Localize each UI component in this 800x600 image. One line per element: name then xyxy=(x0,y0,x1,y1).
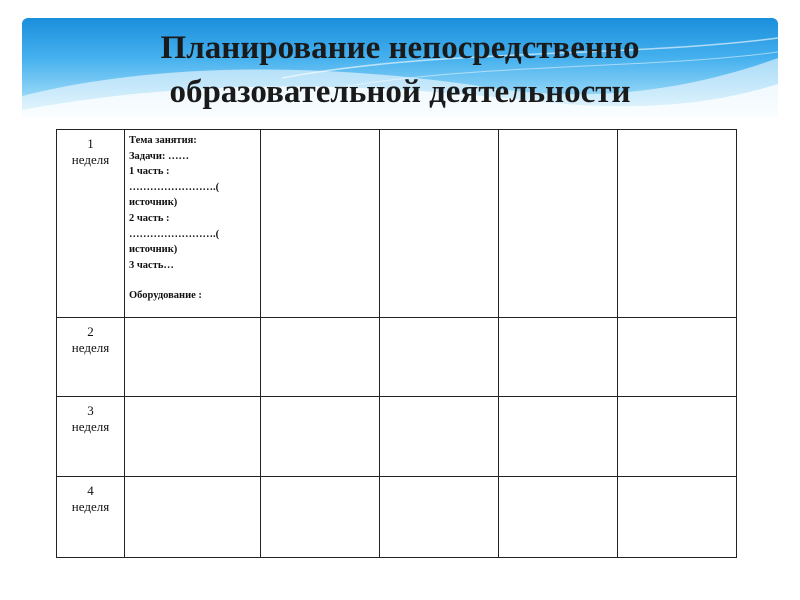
empty-cell xyxy=(261,477,380,558)
week-label: неделя xyxy=(71,340,110,355)
lesson-part-3: 3 часть… xyxy=(129,259,174,271)
lesson-part-2-dots: …………………….( xyxy=(129,228,220,240)
week-number: 4 xyxy=(87,483,94,498)
empty-cell xyxy=(261,130,380,318)
table-row xyxy=(57,130,737,318)
empty-cell xyxy=(380,318,499,397)
lesson-part-1: 1 часть : xyxy=(129,166,170,178)
planning-table xyxy=(56,129,737,558)
empty-cell xyxy=(618,130,737,318)
empty-cell xyxy=(499,477,618,558)
week-number: 1 xyxy=(87,136,94,151)
empty-cell xyxy=(125,477,261,558)
lesson-part-1-dots: …………………….( xyxy=(129,181,220,193)
empty-cell xyxy=(380,130,499,318)
empty-cell xyxy=(499,318,618,397)
week-cell xyxy=(57,130,125,318)
week-label: неделя xyxy=(71,419,110,434)
lesson-topic: Тема занятия: xyxy=(129,135,197,146)
empty-cell xyxy=(499,397,618,477)
title-line-2: образовательной деятельности xyxy=(169,74,631,110)
week-cell xyxy=(57,397,125,477)
empty-cell xyxy=(380,397,499,477)
empty-cell xyxy=(261,397,380,477)
lesson-equipment: Оборудование : xyxy=(129,290,202,302)
page-title xyxy=(22,26,778,114)
week-label: неделя xyxy=(71,152,110,167)
table-row xyxy=(57,477,737,558)
title-line-1: Планирование непосредственно xyxy=(160,30,640,66)
week-cell xyxy=(57,477,125,558)
spacer xyxy=(129,273,260,288)
empty-cell xyxy=(618,318,737,397)
empty-cell xyxy=(618,477,737,558)
table-row xyxy=(57,318,737,397)
week-number: 3 xyxy=(87,403,94,418)
empty-cell xyxy=(499,130,618,318)
table-row xyxy=(57,397,737,477)
empty-cell xyxy=(618,397,737,477)
lesson-part-2-source: источник) xyxy=(129,244,178,256)
lesson-part-1-source: источник) xyxy=(129,197,178,209)
empty-cell xyxy=(125,318,261,397)
lesson-tasks: Задачи: …… xyxy=(129,150,190,162)
empty-cell xyxy=(125,397,261,477)
week-cell xyxy=(57,318,125,397)
week-label: неделя xyxy=(71,499,110,514)
empty-cell xyxy=(380,477,499,558)
empty-cell xyxy=(261,318,380,397)
week-number: 2 xyxy=(87,324,94,339)
lesson-part-2: 2 часть : xyxy=(129,212,170,224)
lesson-plan-cell xyxy=(125,130,261,318)
